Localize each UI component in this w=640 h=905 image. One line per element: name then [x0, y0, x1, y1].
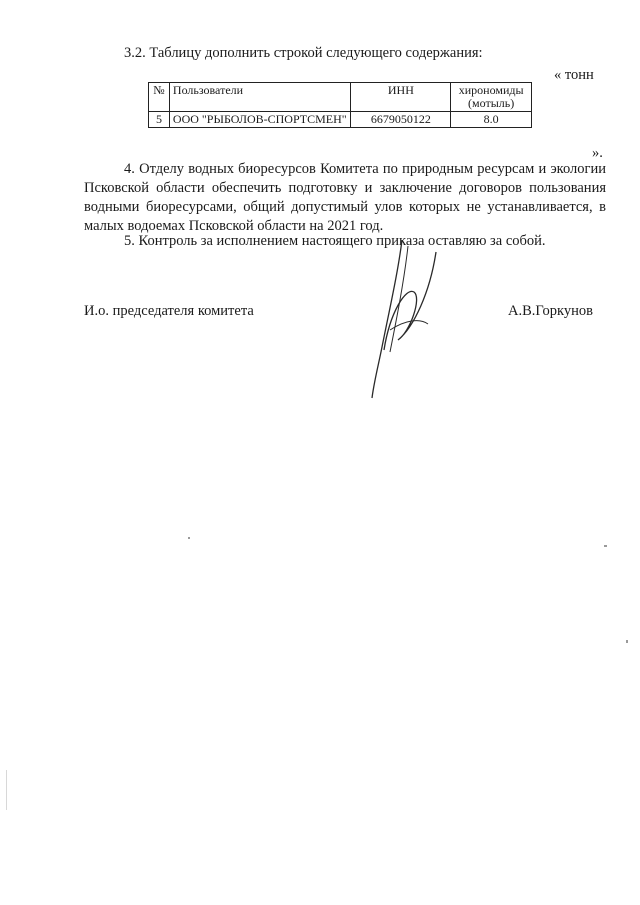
- header-chironomids: хирономиды (мотыль): [451, 83, 532, 112]
- signer-title: И.о. председателя комитета: [84, 303, 254, 319]
- table-row: [149, 112, 532, 128]
- signer-name: А.В.Горкунов: [508, 303, 593, 319]
- scan-speck: [188, 537, 190, 539]
- cell-user: ООО "РЫБОЛОВ-СПОРТСМЕН": [169, 112, 351, 128]
- cell-value: 8.0: [451, 112, 532, 128]
- item-5: 5. Контроль за исполнением настоящего приказа оставляю за собой.: [124, 233, 546, 249]
- header-num: №: [149, 83, 170, 112]
- users-table: [148, 82, 532, 128]
- item-4: [84, 160, 606, 236]
- cell-num: 5: [149, 112, 170, 128]
- scan-speck: [604, 545, 607, 547]
- scan-speck: [626, 640, 628, 643]
- item-3-2: 3.2. Таблицу дополнить строкой следующего содержания:: [124, 45, 483, 61]
- quote-open: « тонн: [554, 67, 594, 83]
- item-4-text: 4. Отделу водных биоресурсов Комитета по природным ресурсам и экологии Псковской области обеспечить подготовку и заключение договоров пользования водными биоресурсами, общий допустимый улов которых не устанавливается, в малых водоемах Псковской области на 2021 год.: [84, 161, 606, 234]
- header-users: Пользователи: [169, 83, 351, 112]
- handwritten-signature: [360, 232, 450, 402]
- header-inn: ИНН: [351, 83, 451, 112]
- cell-inn: 6679050122: [351, 112, 451, 128]
- quote-close: ».: [592, 145, 603, 161]
- scan-edge-mark: [6, 770, 7, 810]
- table-header-row: [149, 83, 532, 112]
